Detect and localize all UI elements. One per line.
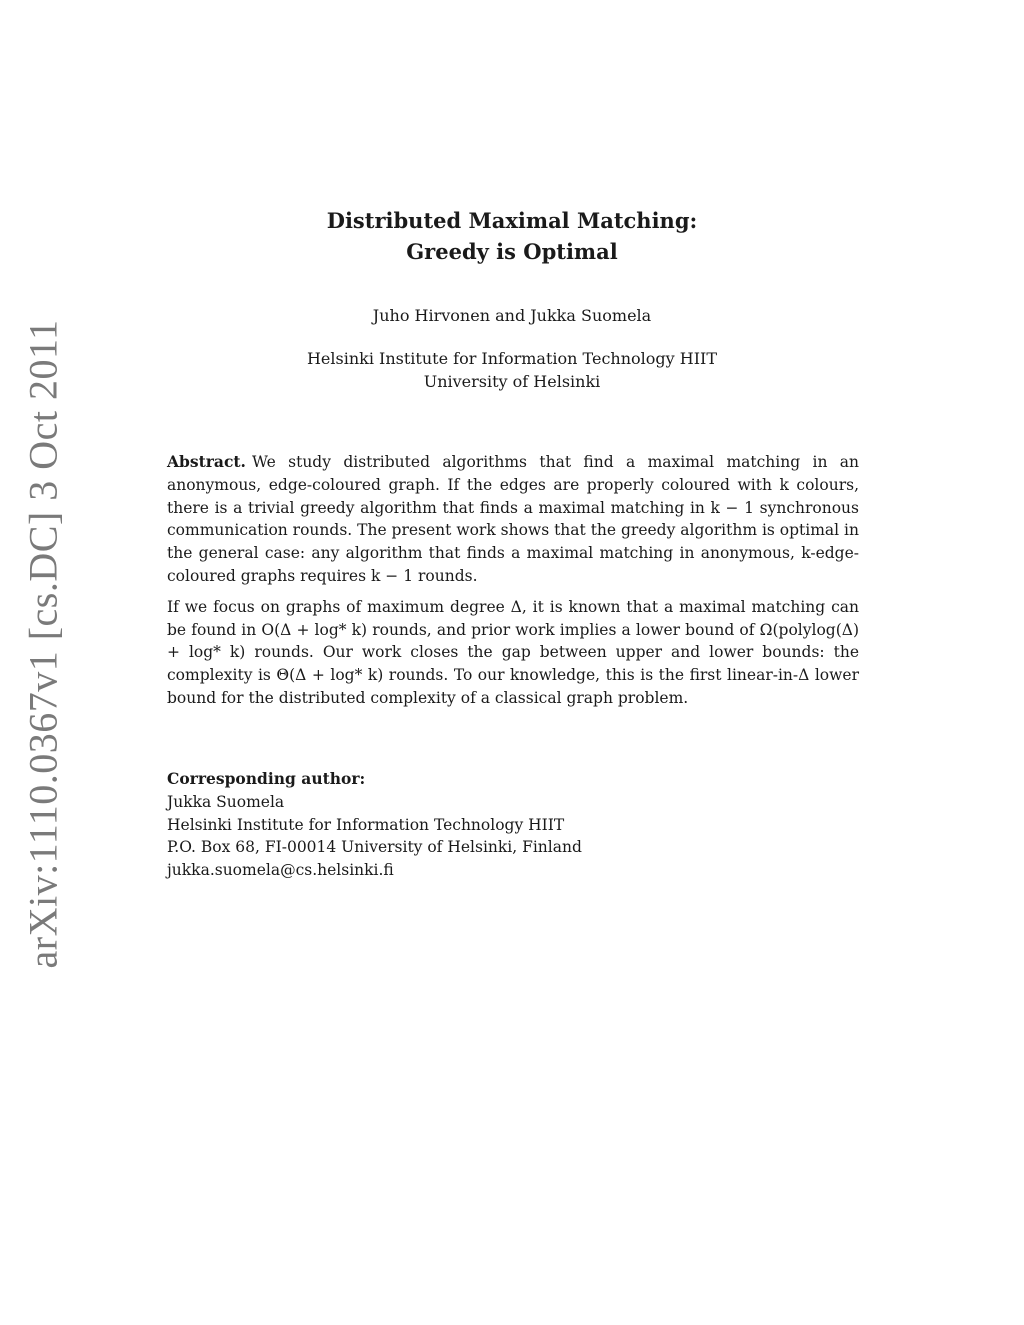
corresponding-author (167, 768, 582, 882)
affiliation-line-2: University of Helsinki (423, 372, 601, 391)
arxiv-identifier: arXiv:1110.0367v1 [cs.DC] 3 Oct 2011 (20, 319, 66, 969)
affiliation-line-1: Helsinki Institute for Information Technology HIIT (306, 349, 718, 368)
affiliation (0, 347, 1024, 393)
abstract-label: Abstract. (167, 452, 246, 471)
corresponding-name: Jukka Suomela (167, 792, 285, 811)
title-line-2: Greedy is Optimal (406, 239, 618, 264)
corresponding-address: P.O. Box 68, FI-00014 University of Helsinki, Finland (167, 838, 582, 857)
corresponding-heading: Corresponding author: (167, 769, 366, 788)
corresponding-institute: Helsinki Institute for Information Technology HIIT (167, 815, 565, 834)
abstract-text-1: We study distributed algorithms that find a maximal matching in an anonymous, edge-coloured graph. If the edges are properly coloured with k colours, there is a trivial greedy algorithm that finds a maximal matching in k − 1 synchronous communication rounds. The present work shows that the greedy algorithm is optimal in the general case: any algorithm that finds a maximal matching in anonymous, k-edge-coloured graphs requires k − 1 rounds. (167, 453, 859, 585)
abstract-paragraph-1 (167, 451, 859, 588)
title-line-1: Distributed Maximal Matching: (326, 208, 698, 233)
abstract-paragraph-2: If we focus on graphs of maximum degree Δ, it is known that a maximal matching can be found in O(Δ + log* k) rounds, and prior work implies a lower bound of Ω(polylog(Δ) + log* k) rounds. Our work closes the gap between upper and lower bounds: the complexity is Θ(Δ + log* k) rounds. To our knowledge, this is the first linear-in-Δ lower bound for the distributed complexity of a classical graph problem. (167, 597, 859, 707)
abstract (167, 451, 859, 718)
paper-title (0, 205, 1024, 267)
authors: Juho Hirvonen and Jukka Suomela (372, 306, 652, 325)
corresponding-email[interactable]: jukka.suomela@cs.helsinki.fi (167, 861, 394, 880)
